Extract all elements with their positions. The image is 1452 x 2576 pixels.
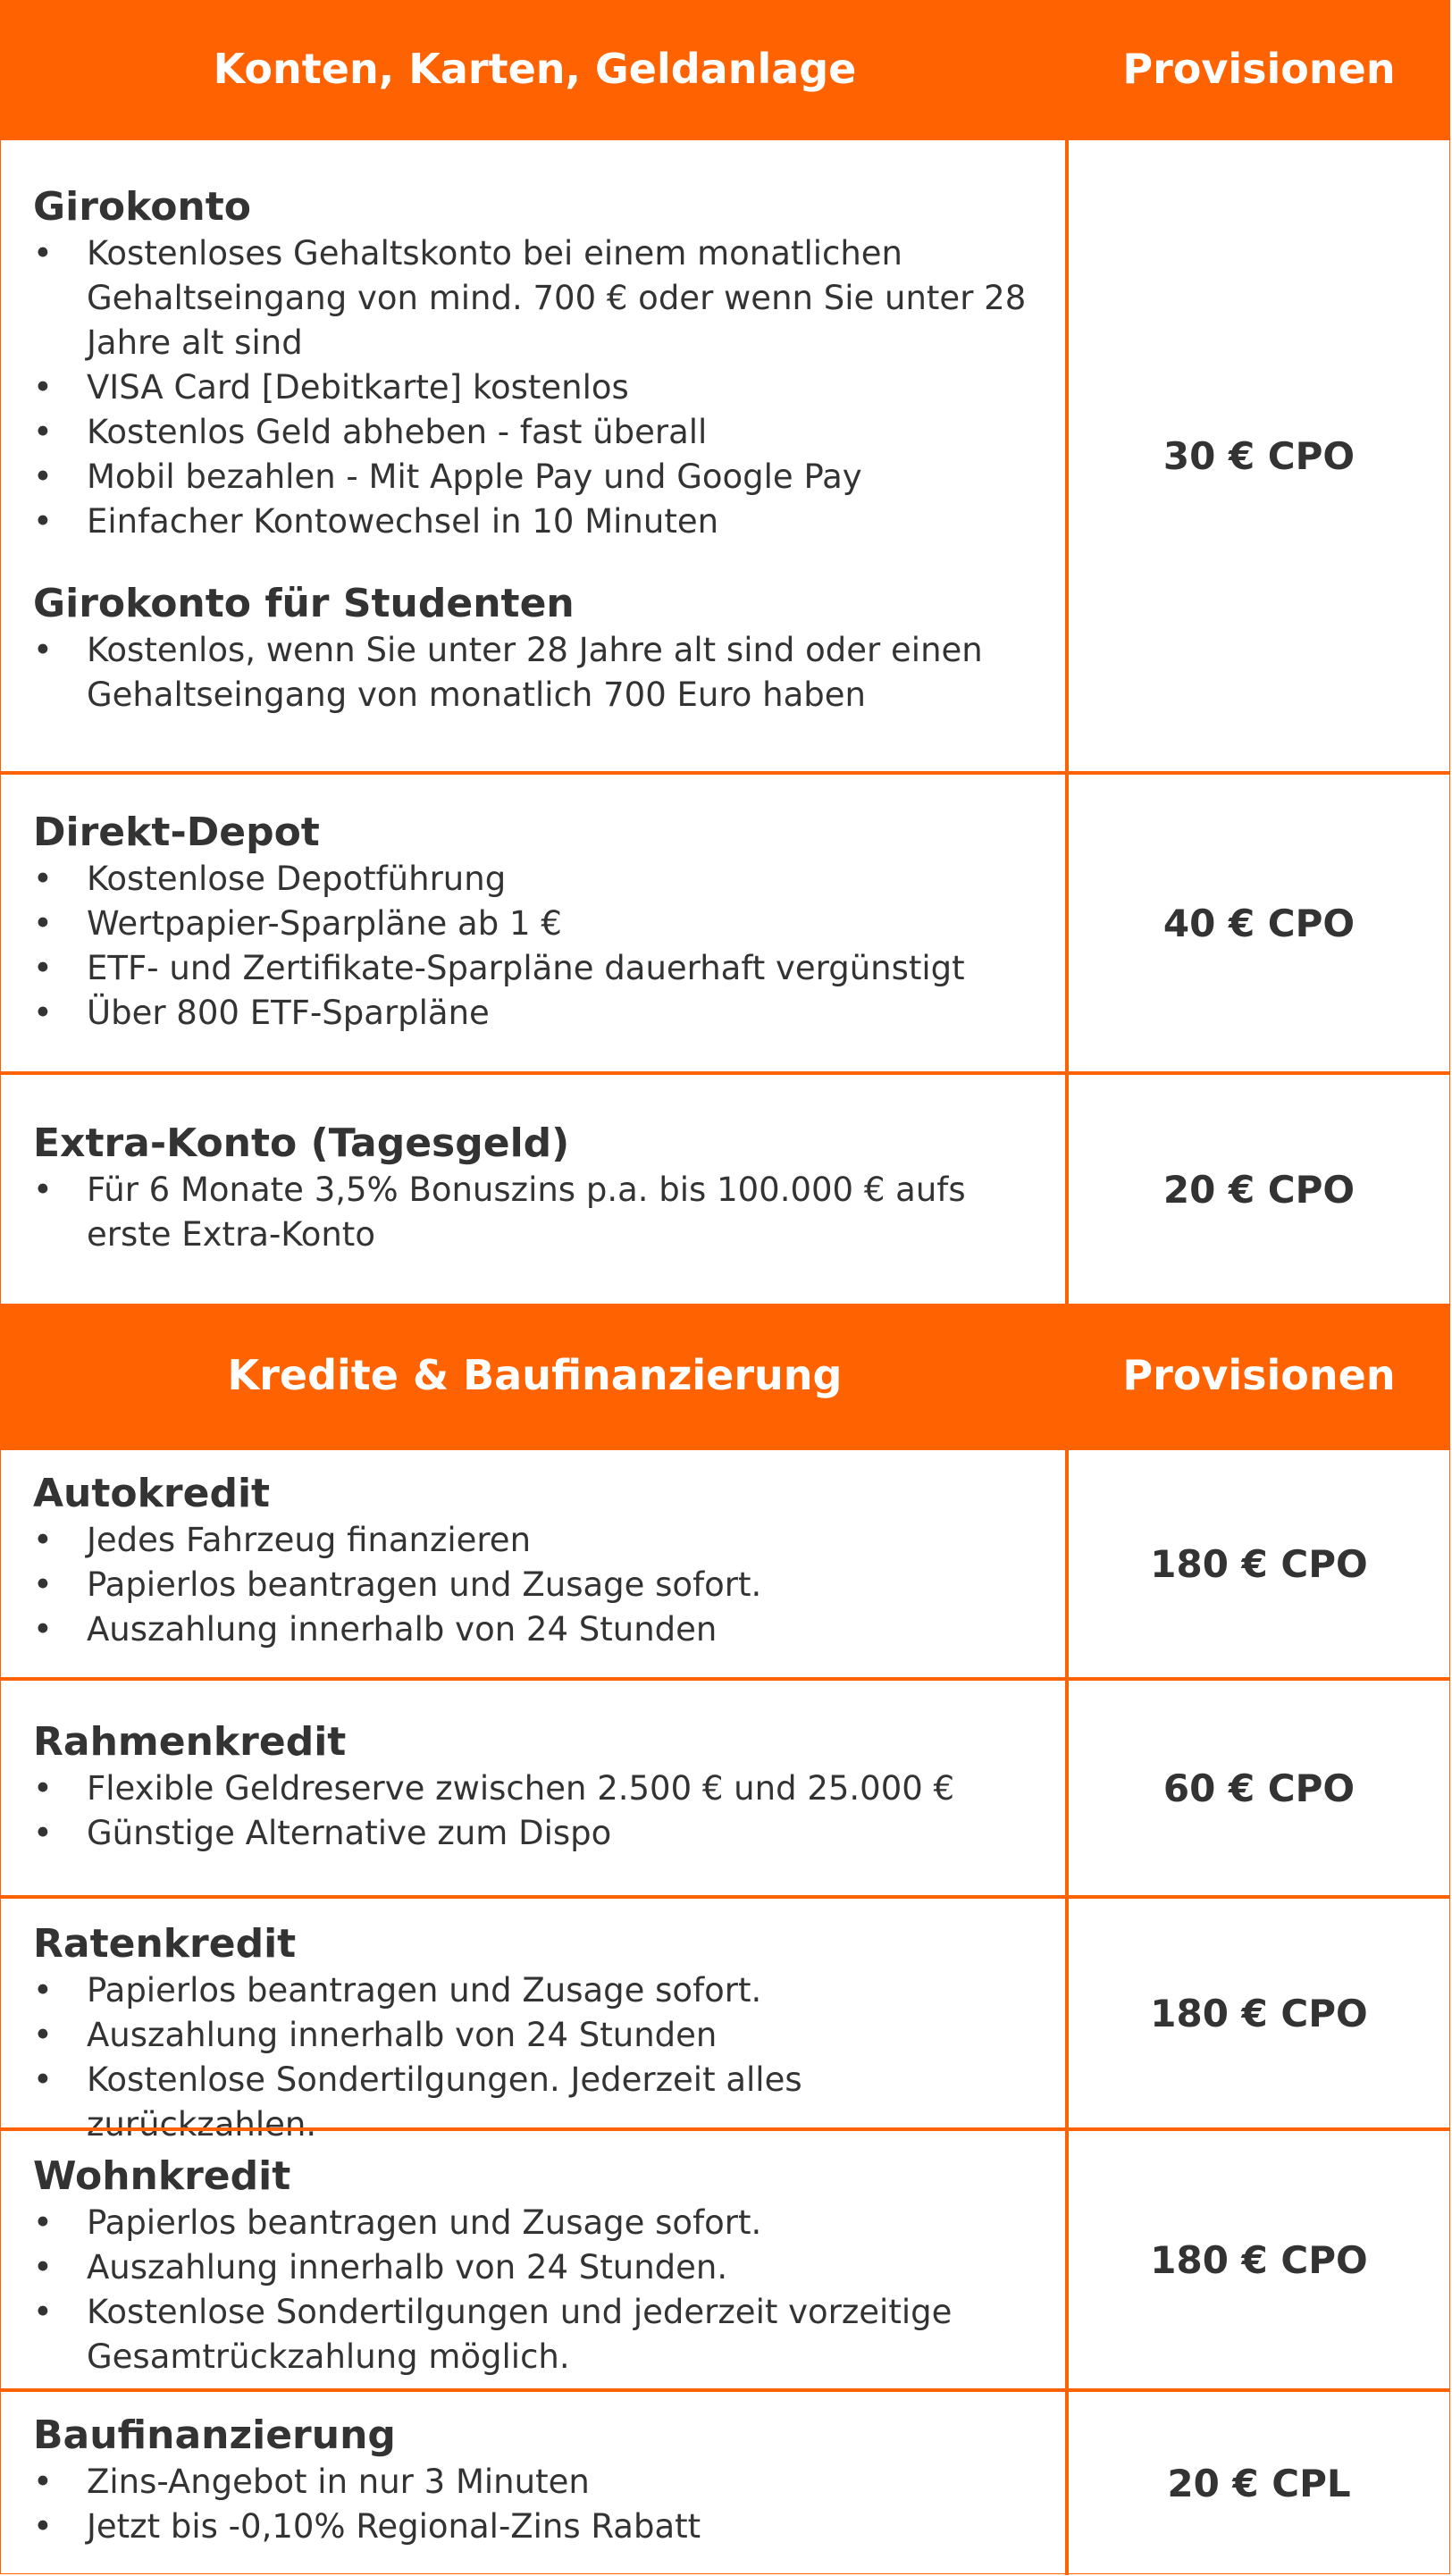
commission-value: 40 € CPO xyxy=(1162,901,1355,945)
feature-list xyxy=(33,1518,1038,1652)
table-row-autokredit xyxy=(1,1447,1449,1677)
table-row-extra-konto xyxy=(1,1071,1449,1304)
feature-list xyxy=(33,857,1038,1036)
feature-list xyxy=(33,628,1038,717)
product-description xyxy=(1,140,1069,771)
feature-item: • Jedes Fahrzeug finanzieren xyxy=(33,1518,1038,1563)
commission-value: 180 € CPO xyxy=(1150,2237,1368,2282)
section-title: Kredite & Baufinanzierung xyxy=(227,1351,843,1399)
feature-item: • Papierlos beantragen und Zusage sofort. xyxy=(33,2201,1038,2245)
product-name: Autokredit xyxy=(33,1471,271,1516)
commission-value: 60 € CPO xyxy=(1162,1766,1355,1810)
feature-item: • Papierlos beantragen und Zusage sofort. xyxy=(33,1968,1038,2013)
feature-item: • Auszahlung innerhalb von 24 Stunden xyxy=(33,1607,1038,1652)
product-name: Girokonto xyxy=(33,184,252,230)
feature-item: • Auszahlung innerhalb von 24 Stunden xyxy=(33,2013,1038,2058)
feature-item: • VISA Card [Debitkarte] kostenlos xyxy=(33,365,1038,410)
table-row-ratenkredit xyxy=(1,1895,1449,2144)
product-description xyxy=(1,1681,1069,1895)
product-description xyxy=(1,1075,1069,1304)
table-row-wohnkredit xyxy=(1,2127,1449,2388)
product-name: Direkt-Depot xyxy=(33,810,320,855)
feature-item: • Auszahlung innerhalb von 24 Stunden. xyxy=(33,2245,1038,2290)
feature-item: • Jetzt bis -0,10% Regional-Zins Rabatt xyxy=(33,2505,1038,2549)
product-name: Extra-Konto (Tagesgeld) xyxy=(33,1120,570,1166)
feature-list xyxy=(33,1168,1038,1257)
feature-item: • Über 800 ETF-Sparpläne xyxy=(33,991,1038,1036)
feature-item: • Günstige Alternative zum Dispo xyxy=(33,1811,1038,1856)
commission-value: 30 € CPO xyxy=(1162,433,1355,478)
commission-column-header: Provisionen xyxy=(1122,45,1396,93)
table-row-direkt-depot xyxy=(1,771,1449,1071)
feature-item: • Wertpapier-Sparpläne ab 1 € xyxy=(33,902,1038,946)
feature-list xyxy=(33,1766,1038,1856)
table-row-baufinanzierung xyxy=(1,2388,1449,2575)
feature-list xyxy=(33,231,1038,544)
product-name: Rahmenkredit xyxy=(33,1719,347,1765)
commission-value: 180 € CPO xyxy=(1150,1541,1368,1586)
product-description xyxy=(1,1450,1069,1677)
product-name: Girokonto für Studenten xyxy=(33,581,575,626)
feature-item: • Kostenlos, wenn Sie unter 28 Jahre alt sind oder einen Gehaltseingang von monatlich 700 Euro haben xyxy=(33,628,1038,717)
table-row-rahmenkredit xyxy=(1,1677,1449,1895)
commission-column-header: Provisionen xyxy=(1122,1351,1396,1399)
product-description xyxy=(1,1899,1069,2144)
product-description xyxy=(1,775,1069,1071)
section-title: Konten, Karten, Geldanlage xyxy=(213,45,857,93)
product-description xyxy=(1,2131,1069,2388)
table-row-girokonto xyxy=(1,137,1449,771)
feature-item: • ETF- und Zertifikate-Sparpläne dauerhaft vergünstigt xyxy=(33,946,1038,991)
commission-value: 20 € CPO xyxy=(1162,1167,1355,1212)
feature-list xyxy=(33,2460,1038,2549)
feature-item: • Kostenlos Geld abheben - fast überall xyxy=(33,410,1038,455)
feature-list xyxy=(33,1968,1038,2147)
feature-item: • Papierlos beantragen und Zusage sofort. xyxy=(33,1563,1038,1607)
product-name: Ratenkredit xyxy=(33,1921,297,1967)
feature-item: • Einfacher Kontowechsel in 10 Minuten xyxy=(33,499,1038,544)
feature-item: • Kostenloses Gehaltskonto bei einem monatlichen Gehaltseingang von mind. 700 € oder wenn Sie unter 28 Jahre alt sind xyxy=(33,231,1038,365)
feature-item: • Flexible Geldreserve zwischen 2.500 € und 25.000 € xyxy=(33,1766,1038,1811)
product-description xyxy=(1,2392,1069,2575)
feature-item: • Kostenlose Depotführung xyxy=(33,857,1038,902)
feature-item: • Mobil bezahlen - Mit Apple Pay und Google Pay xyxy=(33,455,1038,499)
section-header-loans xyxy=(1,1304,1449,1447)
product-name: Baufinanzierung xyxy=(33,2412,396,2458)
feature-item: • Zins-Angebot in nur 3 Minuten xyxy=(33,2460,1038,2505)
feature-item: • Für 6 Monate 3,5% Bonuszins p.a. bis 100.000 € aufs erste Extra-Konto xyxy=(33,1168,1038,1257)
product-name: Wohnkredit xyxy=(33,2153,291,2199)
section-header-accounts xyxy=(1,1,1449,137)
commission-value: 180 € CPO xyxy=(1150,1991,1368,2035)
feature-item: • Kostenlose Sondertilgungen und jederzeit vorzeitige Gesamtrückzahlung möglich. xyxy=(33,2290,1038,2379)
feature-item: • Kostenlose Sondertilgungen. Jederzeit alles zurückzahlen. xyxy=(33,2058,1038,2147)
feature-list xyxy=(33,2201,1038,2379)
commission-value: 20 € CPL xyxy=(1167,2462,1351,2505)
